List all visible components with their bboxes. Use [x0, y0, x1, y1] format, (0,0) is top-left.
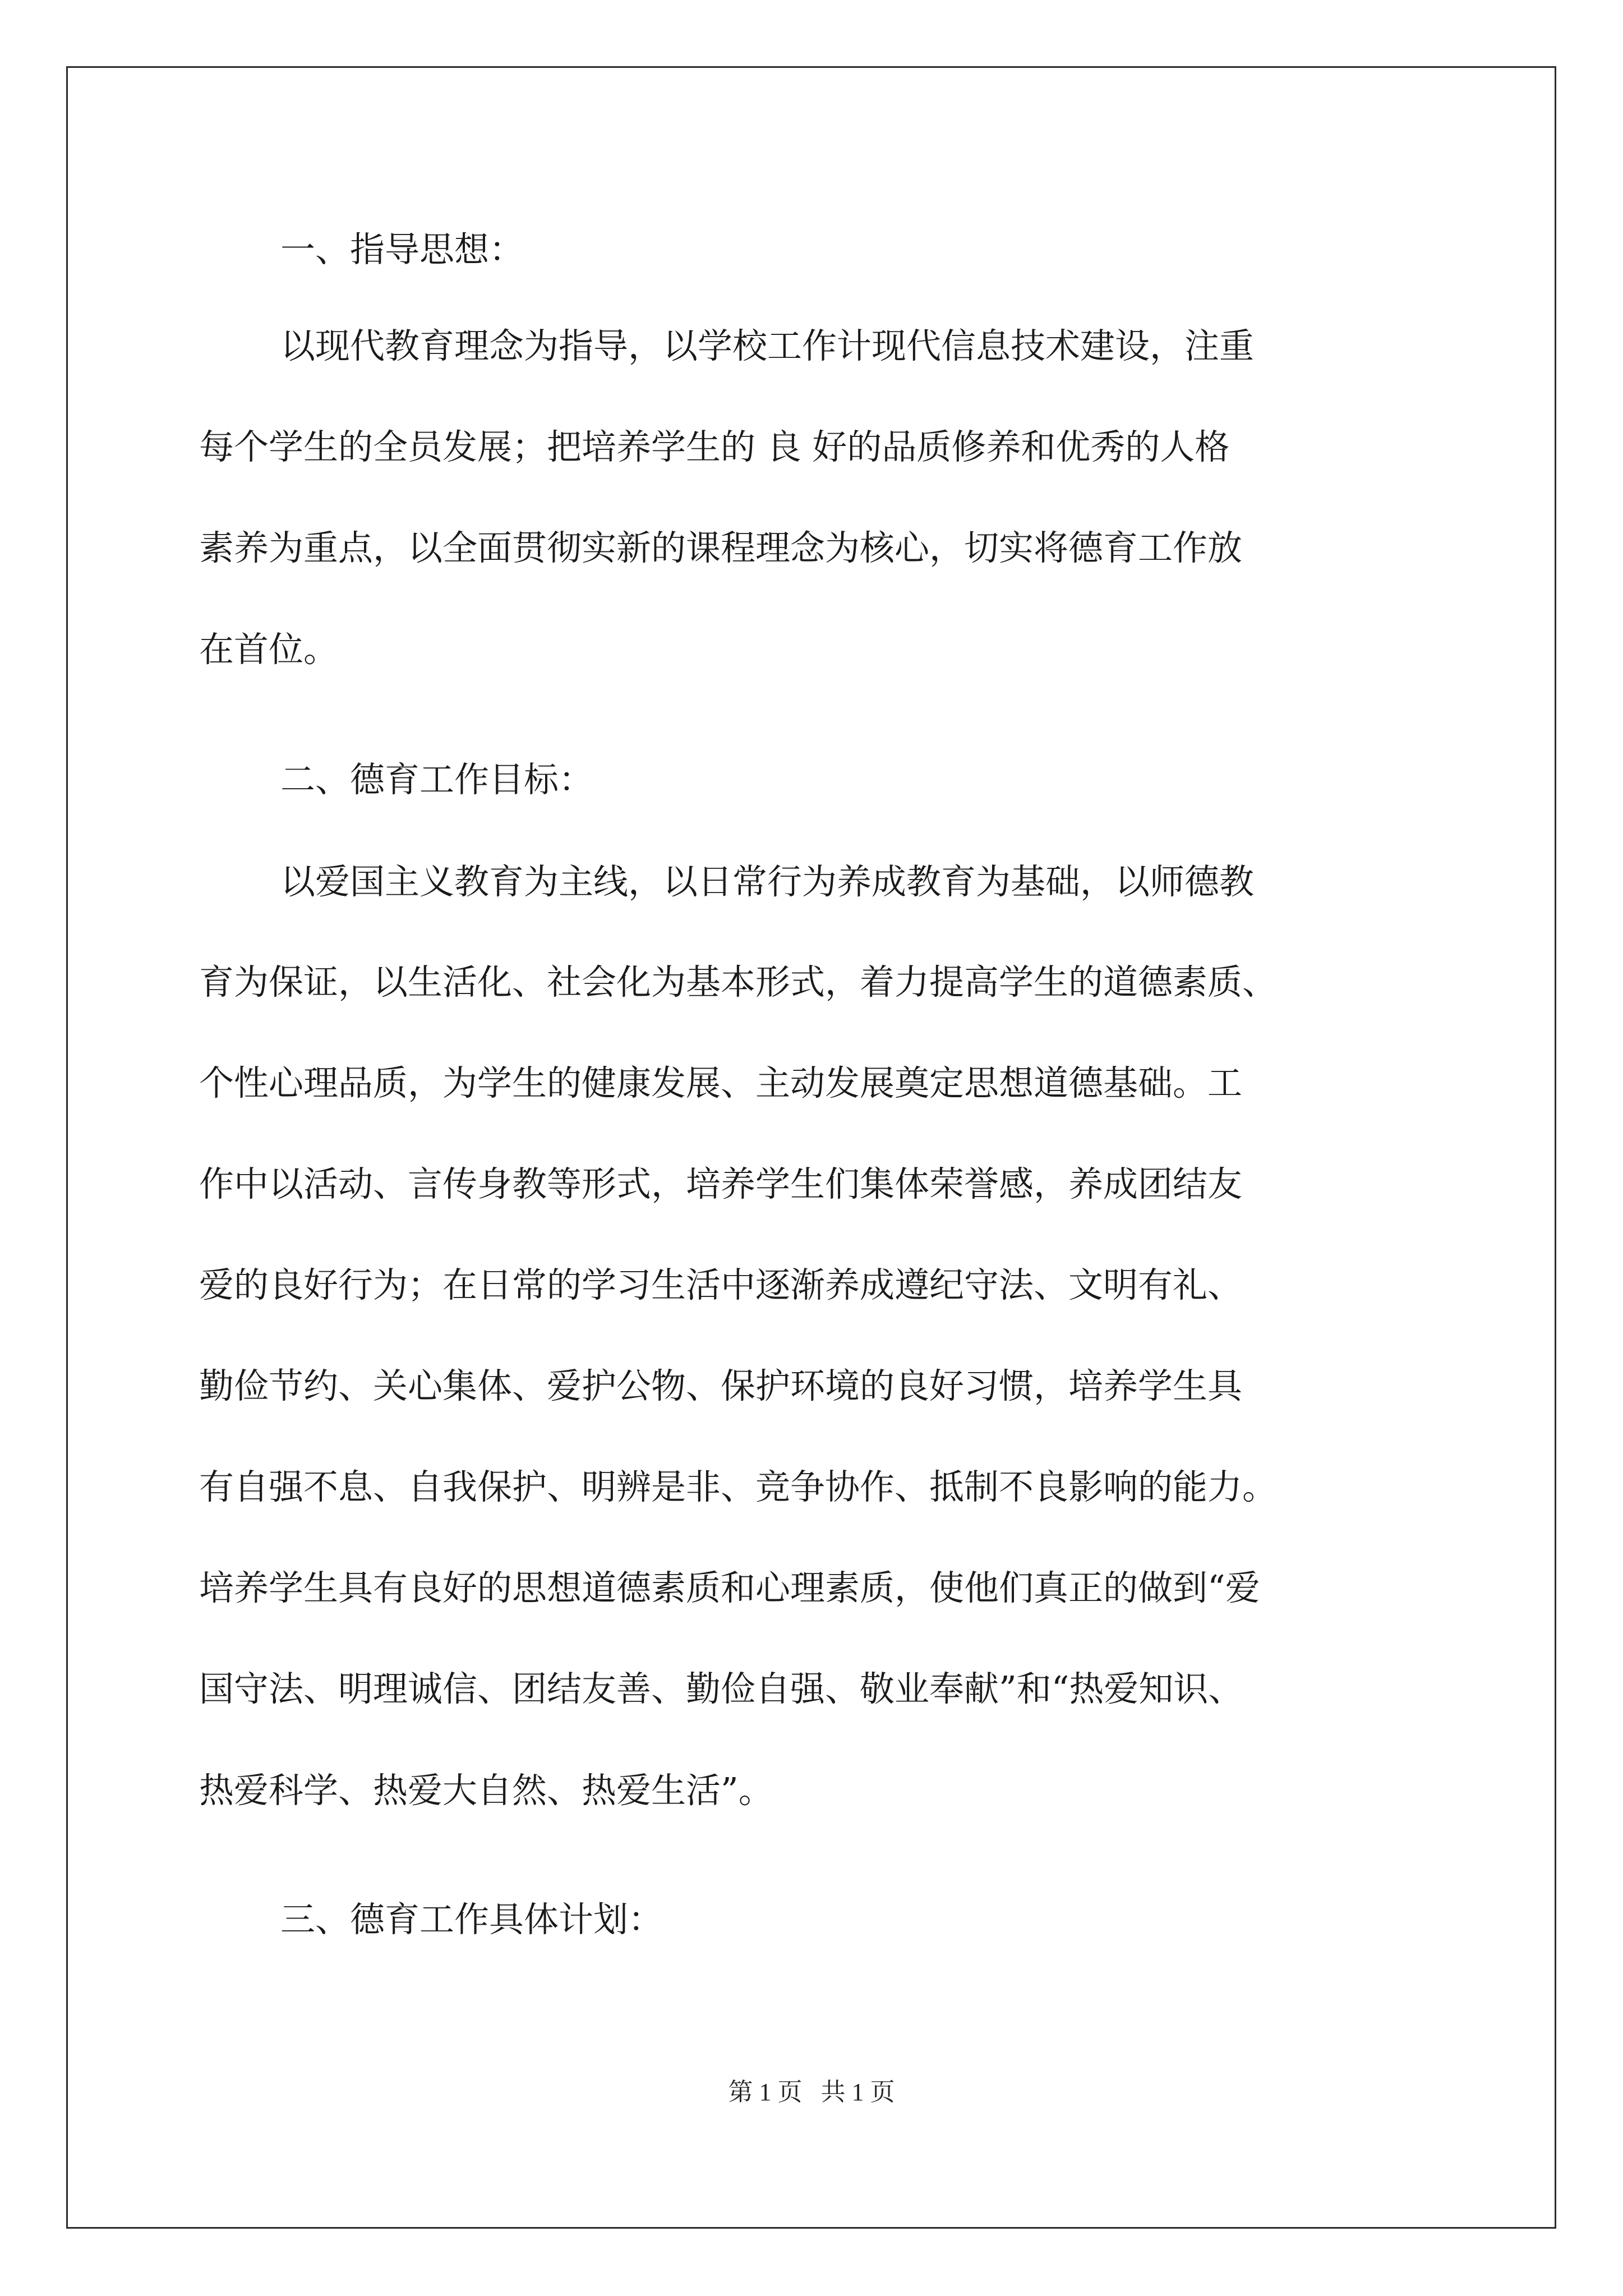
page-number: 第 1 页 [728, 2078, 803, 2106]
section-heading-guiding-thought: 一、指导思想： [280, 229, 524, 270]
page-footer [0, 2076, 1623, 2109]
paragraph-line: 育为保证，以生活化、社会化为基本形式，着力提高学生的道德素质、 [199, 961, 1278, 1002]
section-heading-specific-plan: 三、德育工作具体计划： [280, 1899, 663, 1940]
paragraph-line: 国守法、明理诚信、团结友善、勤俭自强、敬业奉献”和“热爱知识、 [199, 1668, 1243, 1709]
section-heading-moral-goals: 二、德育工作目标： [280, 759, 594, 800]
paragraph-line: 在首位。 [199, 629, 339, 670]
paragraph-line: 素养为重点，以全面贯彻实新的课程理念为核心，切实将德育工作放 [199, 527, 1243, 568]
paragraph-line: 以现代教育理念为指导，以学校工作计现代信息技术建设，注重 [280, 325, 1255, 366]
paragraph-line: 以爱国主义教育为主线，以日常行为养成教育为基础，以师德教 [280, 861, 1255, 902]
paragraph-line: 热爱科学、热爱大自然、热爱生活”。 [199, 1770, 773, 1811]
paragraph-line: 有自强不息、自我保护、明辨是非、竞争协作、抵制不良影响的能力。 [199, 1466, 1278, 1507]
paragraph-line: 爱的良好行为；在日常的学习生活中逐渐养成遵纪守法、文明有礼、 [199, 1264, 1243, 1305]
page-total: 共 1 页 [820, 2078, 895, 2106]
paragraph-line: 个性心理品质，为学生的健康发展、主动发展奠定思想道德基础。工 [199, 1062, 1243, 1103]
paragraph-line: 培养学生具有良好的思想道德素质和心理素质，使他们真正的做到“爱 [199, 1567, 1260, 1608]
paragraph-line: 作中以活动、言传身教等形式，培养学生们集体荣誉感，养成团结友 [199, 1163, 1243, 1204]
paragraph-line: 勤俭节约、关心集体、爱护公物、保护环境的良好习惯，培养学生具 [199, 1365, 1243, 1406]
paragraph-line: 每个学生的全员发展；把培养学生的 良 好的品质修养和优秀的人格 [199, 426, 1230, 467]
